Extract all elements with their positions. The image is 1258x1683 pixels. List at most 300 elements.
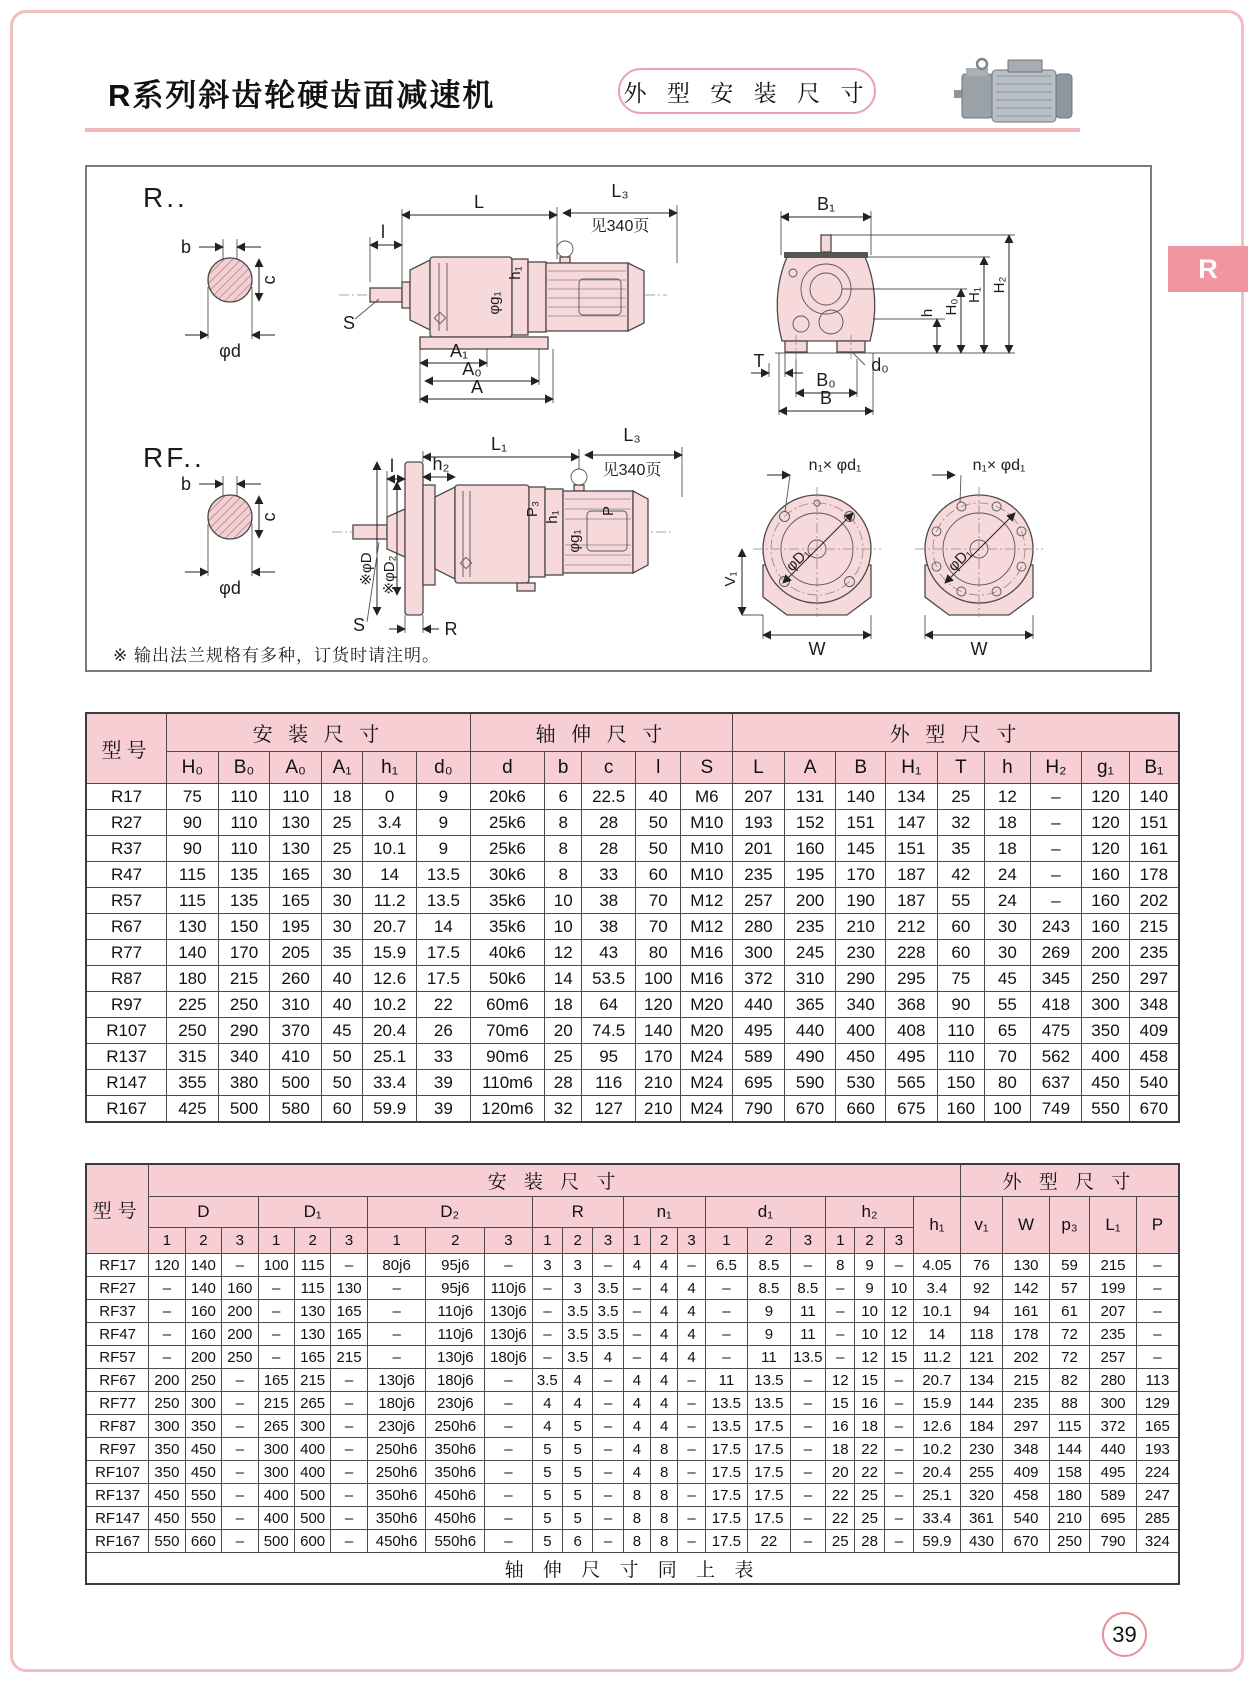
cell: 110 (218, 784, 270, 810)
cell: 88 (1049, 1392, 1089, 1415)
cell: 200 (149, 1369, 185, 1392)
cell: 215 (1129, 914, 1179, 940)
cell: – (593, 1530, 623, 1553)
cell: 790 (1090, 1530, 1137, 1553)
cell: – (705, 1323, 748, 1346)
cell: 25 (855, 1484, 884, 1507)
cell: 8 (826, 1254, 855, 1277)
col-subgroup: R (532, 1197, 623, 1228)
cell: – (826, 1346, 855, 1369)
table-row (86, 1070, 1179, 1096)
cell: 35k6 (470, 888, 544, 914)
cell: 30 (321, 862, 362, 888)
cell: 235 (784, 914, 836, 940)
cell: 129 (1136, 1392, 1179, 1415)
cell: 25 (826, 1530, 855, 1553)
cell: 9 (748, 1323, 791, 1346)
cell: 300 (733, 940, 785, 966)
cell: 10 (884, 1277, 913, 1300)
cell: 30 (321, 888, 362, 914)
cell: 0 (363, 784, 417, 810)
col-header: P (1136, 1197, 1179, 1254)
cell: – (826, 1277, 855, 1300)
col-index: 1 (258, 1228, 294, 1254)
cell: 45 (985, 966, 1030, 992)
cell: – (593, 1484, 623, 1507)
cell: 250 (149, 1392, 185, 1415)
cell: – (485, 1392, 533, 1415)
cell: – (222, 1461, 258, 1484)
cell: – (705, 1300, 748, 1323)
row-model: RF57 (86, 1346, 149, 1369)
section-badge (618, 68, 876, 114)
cell: 4 (651, 1415, 678, 1438)
cell: – (884, 1461, 913, 1484)
cell: 495 (733, 1018, 785, 1044)
cell: 130 (167, 914, 219, 940)
table-row (86, 888, 1179, 914)
cell: – (258, 1277, 294, 1300)
cell: 250 (218, 992, 270, 1018)
cell: 300 (258, 1461, 294, 1484)
cell: M24 (681, 1044, 733, 1070)
cell: 230 (960, 1438, 1003, 1461)
cell: – (884, 1415, 913, 1438)
cell: – (678, 1484, 705, 1507)
col-index: 3 (593, 1228, 623, 1254)
cell: 12 (884, 1300, 913, 1323)
cell: 17.5 (748, 1415, 791, 1438)
cell: 550 (149, 1530, 185, 1553)
col-index: 2 (748, 1228, 791, 1254)
cell: – (884, 1369, 913, 1392)
cell: 215 (1090, 1254, 1137, 1277)
cell: 790 (733, 1096, 785, 1123)
cell: 4 (532, 1415, 562, 1438)
cell: – (790, 1415, 825, 1438)
cell: – (678, 1438, 705, 1461)
cell: 8.5 (790, 1277, 825, 1300)
cell: 250h6 (426, 1415, 485, 1438)
cell: – (485, 1461, 533, 1484)
label-phi-d2: φd (219, 578, 241, 598)
cell: 12.6 (914, 1415, 961, 1438)
cell: 8 (623, 1484, 650, 1507)
cell: – (593, 1461, 623, 1484)
cell: 24 (985, 888, 1030, 914)
cell: M6 (681, 784, 733, 810)
col-header: S (681, 752, 733, 784)
col-header: v₁ (960, 1197, 1003, 1254)
cell: 350h6 (426, 1461, 485, 1484)
cell: 115 (294, 1277, 330, 1300)
cell: 4 (593, 1346, 623, 1369)
cell: 50 (636, 810, 681, 836)
table-row (86, 1300, 1179, 1323)
cell: 160 (1082, 914, 1130, 940)
side-tab-r: R (1168, 246, 1248, 292)
label-c: c (259, 275, 279, 285)
row-model: R107 (86, 1018, 167, 1044)
cell: 3 (532, 1254, 562, 1277)
label-B: B (819, 388, 833, 408)
cell: 11.2 (363, 888, 417, 914)
cell: – (331, 1254, 367, 1277)
row-model: RF37 (86, 1300, 149, 1323)
cell: 147 (885, 810, 937, 836)
label-model-rf: RF.. (143, 442, 205, 473)
cell: 18 (545, 992, 582, 1018)
row-model: RF147 (86, 1507, 149, 1530)
cell: 17.5 (705, 1507, 748, 1530)
cell: – (331, 1461, 367, 1484)
section-badge-label: 外 型 安 装 尺 寸 (623, 79, 871, 106)
cell: 265 (294, 1392, 330, 1415)
cell: 75 (167, 784, 219, 810)
cell: 100 (985, 1096, 1030, 1123)
cell: 8 (651, 1484, 678, 1507)
cell: 35 (321, 940, 362, 966)
cell: 131 (784, 784, 836, 810)
row-model: R17 (86, 784, 167, 810)
cell: – (485, 1254, 533, 1277)
cell: 540 (1129, 1070, 1179, 1096)
cell: 297 (1003, 1415, 1050, 1438)
cell: 3.5 (593, 1300, 623, 1323)
cell: – (222, 1530, 258, 1553)
col-index: 1 (149, 1228, 185, 1254)
cell: 180 (1049, 1484, 1089, 1507)
cell: – (790, 1438, 825, 1461)
cell: 372 (733, 966, 785, 992)
cell: – (149, 1277, 185, 1300)
col-index: 2 (855, 1228, 884, 1254)
cell: 60 (321, 1096, 362, 1123)
cell: – (222, 1369, 258, 1392)
cell: 350h6 (367, 1507, 426, 1530)
cell: 295 (885, 966, 937, 992)
cell: 201 (733, 836, 785, 862)
cell: 120m6 (470, 1096, 544, 1123)
col-index: 3 (485, 1228, 533, 1254)
cell: 6.5 (705, 1254, 748, 1277)
cell: 32 (937, 810, 985, 836)
cell: 200 (222, 1300, 258, 1323)
cell: – (367, 1300, 426, 1323)
cell: 10.2 (363, 992, 417, 1018)
cell: 450 (836, 1044, 886, 1070)
cell: 425 (167, 1096, 219, 1123)
cell: 39 (417, 1070, 471, 1096)
col-index: 3 (331, 1228, 367, 1254)
cell: 70 (636, 914, 681, 940)
col-group-shaft: 轴 伸 尺 寸 (470, 713, 732, 752)
cell: 310 (784, 966, 836, 992)
col-subgroup: D (149, 1197, 258, 1228)
cell: 215 (331, 1346, 367, 1369)
cell: – (623, 1346, 650, 1369)
cell: 165 (294, 1346, 330, 1369)
cell: 3.5 (563, 1323, 593, 1346)
row-model: RF107 (86, 1461, 149, 1484)
cell: – (884, 1254, 913, 1277)
cell: 151 (1129, 810, 1179, 836)
cell: – (331, 1484, 367, 1507)
cell: 120 (1082, 836, 1130, 862)
col-header: W (1003, 1197, 1050, 1254)
cell: 20.7 (363, 914, 417, 940)
cell: 5 (532, 1461, 562, 1484)
cell: 25k6 (470, 810, 544, 836)
col-header: h (985, 752, 1030, 784)
label-l: l (381, 222, 385, 242)
cell: 315 (167, 1044, 219, 1070)
cell: 8 (623, 1507, 650, 1530)
cell: – (1136, 1346, 1179, 1369)
cell: 5 (532, 1484, 562, 1507)
cell: 33 (582, 862, 636, 888)
cell: 80j6 (367, 1254, 426, 1277)
cell: 135 (218, 862, 270, 888)
cell: – (790, 1254, 825, 1277)
col-index: 1 (623, 1228, 650, 1254)
cell: – (593, 1392, 623, 1415)
label-T: T (753, 351, 765, 371)
cell: 95 (582, 1044, 636, 1070)
cell: 3.5 (563, 1300, 593, 1323)
label-A: A (470, 377, 484, 397)
cell: M16 (681, 966, 733, 992)
cell: 3.5 (563, 1346, 593, 1369)
label-phi-D: ※φD (358, 552, 375, 586)
cell: – (678, 1392, 705, 1415)
cell: 22 (855, 1461, 884, 1484)
cell: 450 (185, 1461, 221, 1484)
cell: 260 (270, 966, 322, 992)
r-end-view (751, 194, 1015, 415)
cell: 400 (836, 1018, 886, 1044)
cell: – (367, 1323, 426, 1346)
cell: – (1136, 1300, 1179, 1323)
cell: 180 (167, 966, 219, 992)
cell: – (367, 1346, 426, 1369)
cell: 4 (563, 1369, 593, 1392)
cell: 165 (331, 1300, 367, 1323)
cell: 5 (563, 1461, 593, 1484)
cell: 450h6 (426, 1507, 485, 1530)
col-header: L (733, 752, 785, 784)
cell: 290 (836, 966, 886, 992)
table-row (86, 966, 1179, 992)
cell: – (485, 1507, 533, 1530)
cell: M10 (681, 810, 733, 836)
cell: 116 (582, 1070, 636, 1096)
label-see-page-2: 见340页 (602, 462, 662, 479)
cell: 40 (321, 992, 362, 1018)
cell: 440 (1090, 1438, 1137, 1461)
cell: – (1030, 862, 1082, 888)
cell: 59.9 (363, 1096, 417, 1123)
cell: 562 (1030, 1044, 1082, 1070)
cell: – (222, 1415, 258, 1438)
cell: 110j6 (426, 1323, 485, 1346)
cell: 72 (1049, 1323, 1089, 1346)
cell: 50 (636, 836, 681, 862)
cell: 440 (733, 992, 785, 1018)
cell: 165 (270, 888, 322, 914)
col-header: T (937, 752, 985, 784)
cell: 16 (855, 1392, 884, 1415)
cell: 130 (1003, 1254, 1050, 1277)
cell: 82 (1049, 1369, 1089, 1392)
cell: – (258, 1323, 294, 1346)
row-model: RF77 (86, 1392, 149, 1415)
row-model: RF27 (86, 1277, 149, 1300)
col-index: 1 (367, 1228, 426, 1254)
cell: – (593, 1369, 623, 1392)
cell: 300 (294, 1415, 330, 1438)
cell: 255 (960, 1461, 1003, 1484)
table-row (86, 1461, 1179, 1484)
col-index: 2 (185, 1228, 221, 1254)
col-index: 3 (790, 1228, 825, 1254)
cell: 215 (218, 966, 270, 992)
cell: – (532, 1323, 562, 1346)
table-row (86, 992, 1179, 1018)
col-subgroup: D₁ (258, 1197, 367, 1228)
label-phi-D1b: φD₁ (944, 544, 975, 575)
figure-note: ※ 输出法兰规格有多种，订货时请注明。 (113, 646, 440, 665)
cell: 121 (960, 1346, 1003, 1369)
row-model: RF67 (86, 1369, 149, 1392)
cell: 409 (1129, 1018, 1179, 1044)
cell: 540 (1003, 1507, 1050, 1530)
label-phi-D2: ※φD₂ (381, 555, 398, 595)
cell: 350 (149, 1438, 185, 1461)
cell: 589 (1090, 1484, 1137, 1507)
cell: 13.5 (705, 1392, 748, 1415)
row-model: R137 (86, 1044, 167, 1070)
cell: 372 (1090, 1415, 1137, 1438)
cell: 64 (582, 992, 636, 1018)
label-h1b: h₁ (544, 510, 561, 524)
cell: 161 (1003, 1300, 1050, 1323)
cell: 660 (836, 1096, 886, 1123)
cell: 345 (1030, 966, 1082, 992)
cell: 300 (185, 1392, 221, 1415)
cell: 207 (733, 784, 785, 810)
cell: 9 (855, 1277, 884, 1300)
cell: 25 (321, 810, 362, 836)
col-index: 2 (651, 1228, 678, 1254)
cell: – (790, 1392, 825, 1415)
cell: 210 (636, 1070, 681, 1096)
cell: 10 (545, 914, 582, 940)
cell: – (149, 1323, 185, 1346)
col-index: 2 (563, 1228, 593, 1254)
cell: 144 (960, 1392, 1003, 1415)
cell: 90m6 (470, 1044, 544, 1070)
table-body (86, 784, 1179, 1123)
cell: 637 (1030, 1070, 1082, 1096)
col-subgroup: d₁ (705, 1197, 825, 1228)
cell: 13.5 (748, 1392, 791, 1415)
cell: 210 (636, 1096, 681, 1123)
table-row (86, 1369, 1179, 1392)
cell: 42 (937, 862, 985, 888)
cell: 13.5 (748, 1369, 791, 1392)
cell: – (485, 1438, 533, 1461)
cell: 550 (185, 1507, 221, 1530)
cell: 178 (1003, 1323, 1050, 1346)
cell: 297 (1129, 966, 1179, 992)
cell: 600 (294, 1530, 330, 1553)
cell: 130 (331, 1277, 367, 1300)
cell: 18 (985, 810, 1030, 836)
cell: – (532, 1346, 562, 1369)
cell: 140 (836, 784, 886, 810)
cell: 45 (321, 1018, 362, 1044)
cell: 5 (563, 1415, 593, 1438)
table-row (86, 1392, 1179, 1415)
cell: 9 (417, 836, 471, 862)
cell: – (884, 1530, 913, 1553)
cell: 250 (185, 1369, 221, 1392)
cell: 15 (826, 1392, 855, 1415)
cell: 250 (1082, 966, 1130, 992)
cell: 4 (563, 1392, 593, 1415)
col-header: h₁ (914, 1197, 961, 1254)
cell: 120 (149, 1254, 185, 1277)
cell: 17.5 (748, 1461, 791, 1484)
cell: – (790, 1530, 825, 1553)
cell: 14 (417, 914, 471, 940)
cell: 160 (222, 1277, 258, 1300)
cell: 200 (185, 1346, 221, 1369)
cell: 365 (784, 992, 836, 1018)
label-b2: b (180, 474, 191, 494)
table-row (86, 836, 1179, 862)
cell: 4 (678, 1277, 705, 1300)
cell: – (790, 1369, 825, 1392)
cell: 12 (545, 940, 582, 966)
cell: 151 (836, 810, 886, 836)
cell: 115 (1049, 1415, 1089, 1438)
cell: 158 (1049, 1461, 1089, 1484)
cell: 250h6 (367, 1461, 426, 1484)
cell: 410 (270, 1044, 322, 1070)
cell: – (1030, 888, 1082, 914)
cell: 450h6 (367, 1530, 426, 1553)
cell: 130 (270, 836, 322, 862)
cell: 25k6 (470, 836, 544, 862)
cell: 120 (1082, 810, 1130, 836)
cell: 350 (149, 1461, 185, 1484)
cell: 130j6 (485, 1300, 533, 1323)
cell: 4 (623, 1392, 650, 1415)
cell: 670 (1129, 1096, 1179, 1123)
cell: 6 (563, 1530, 593, 1553)
cell: 247 (1136, 1484, 1179, 1507)
col-header-model: 型号 (86, 1164, 149, 1254)
table-row (86, 1484, 1179, 1507)
cell: 130j6 (426, 1346, 485, 1369)
cell: M24 (681, 1070, 733, 1096)
label-L3: L₃ (611, 181, 629, 201)
cell: – (678, 1415, 705, 1438)
table-row (86, 914, 1179, 940)
cell: – (593, 1415, 623, 1438)
